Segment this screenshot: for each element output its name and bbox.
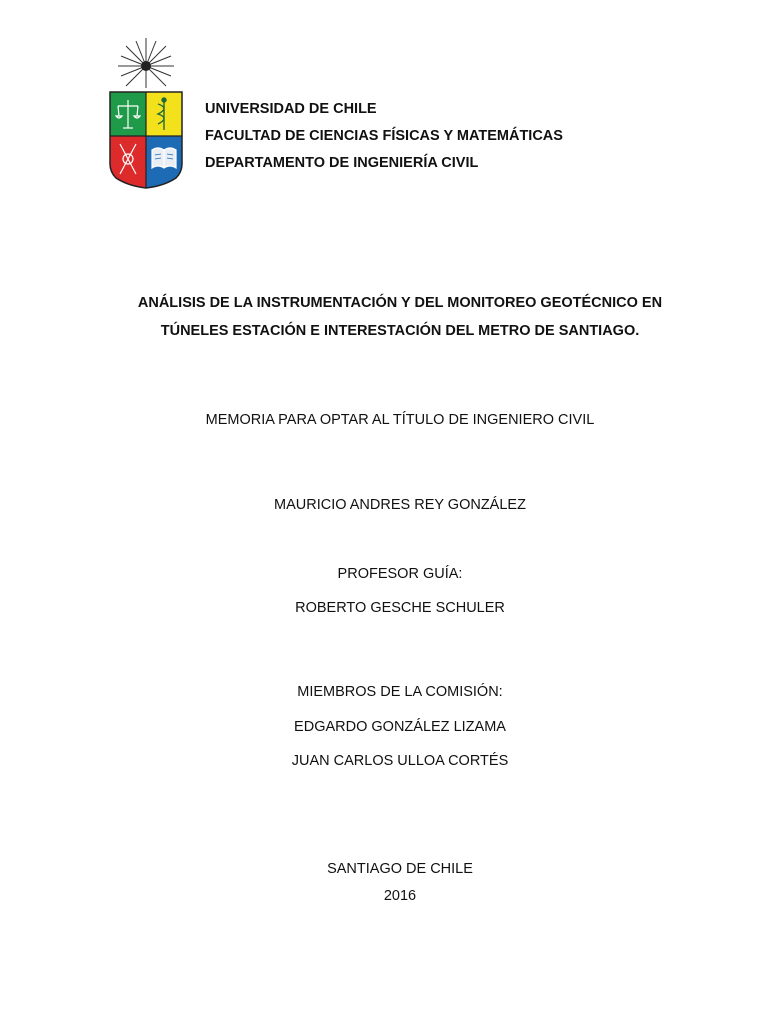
advisor-name: ROBERTO GESCHE SCHULER (295, 600, 505, 616)
department-name: DEPARTAMENTO DE INGENIERÍA CIVIL (205, 155, 479, 171)
faculty-name: FACULTAD DE CIENCIAS FÍSICAS Y MATEMÁTICAS (205, 128, 563, 144)
thesis-title-line-2: TÚNELES ESTACIÓN E INTERESTACIÓN DEL METRO DE SANTIAGO. (160, 323, 640, 339)
thesis-title-line-1: ANÁLISIS DE LA INSTRUMENTACIÓN Y DEL MONITOREO GEOTÉCNICO EN (137, 295, 663, 311)
author-name: MAURICIO ANDRES REY GONZÁLEZ (274, 497, 526, 513)
institution-header (205, 96, 725, 177)
university-crest-icon (106, 38, 186, 190)
year: 2016 (383, 888, 417, 904)
university-name: UNIVERSIDAD DE CHILE (205, 101, 377, 117)
advisor-label: PROFESOR GUÍA: (337, 566, 463, 582)
thesis-subtitle: MEMORIA PARA OPTAR AL TÍTULO DE INGENIERO CIVIL (205, 412, 595, 428)
committee-member: EDGARDO GONZÁLEZ LIZAMA (294, 719, 506, 735)
committee-member: JUAN CARLOS ULLOA CORTÉS (291, 753, 509, 769)
committee-label: MIEMBROS DE LA COMISIÓN: (297, 684, 503, 700)
location: SANTIAGO DE CHILE (327, 861, 473, 877)
